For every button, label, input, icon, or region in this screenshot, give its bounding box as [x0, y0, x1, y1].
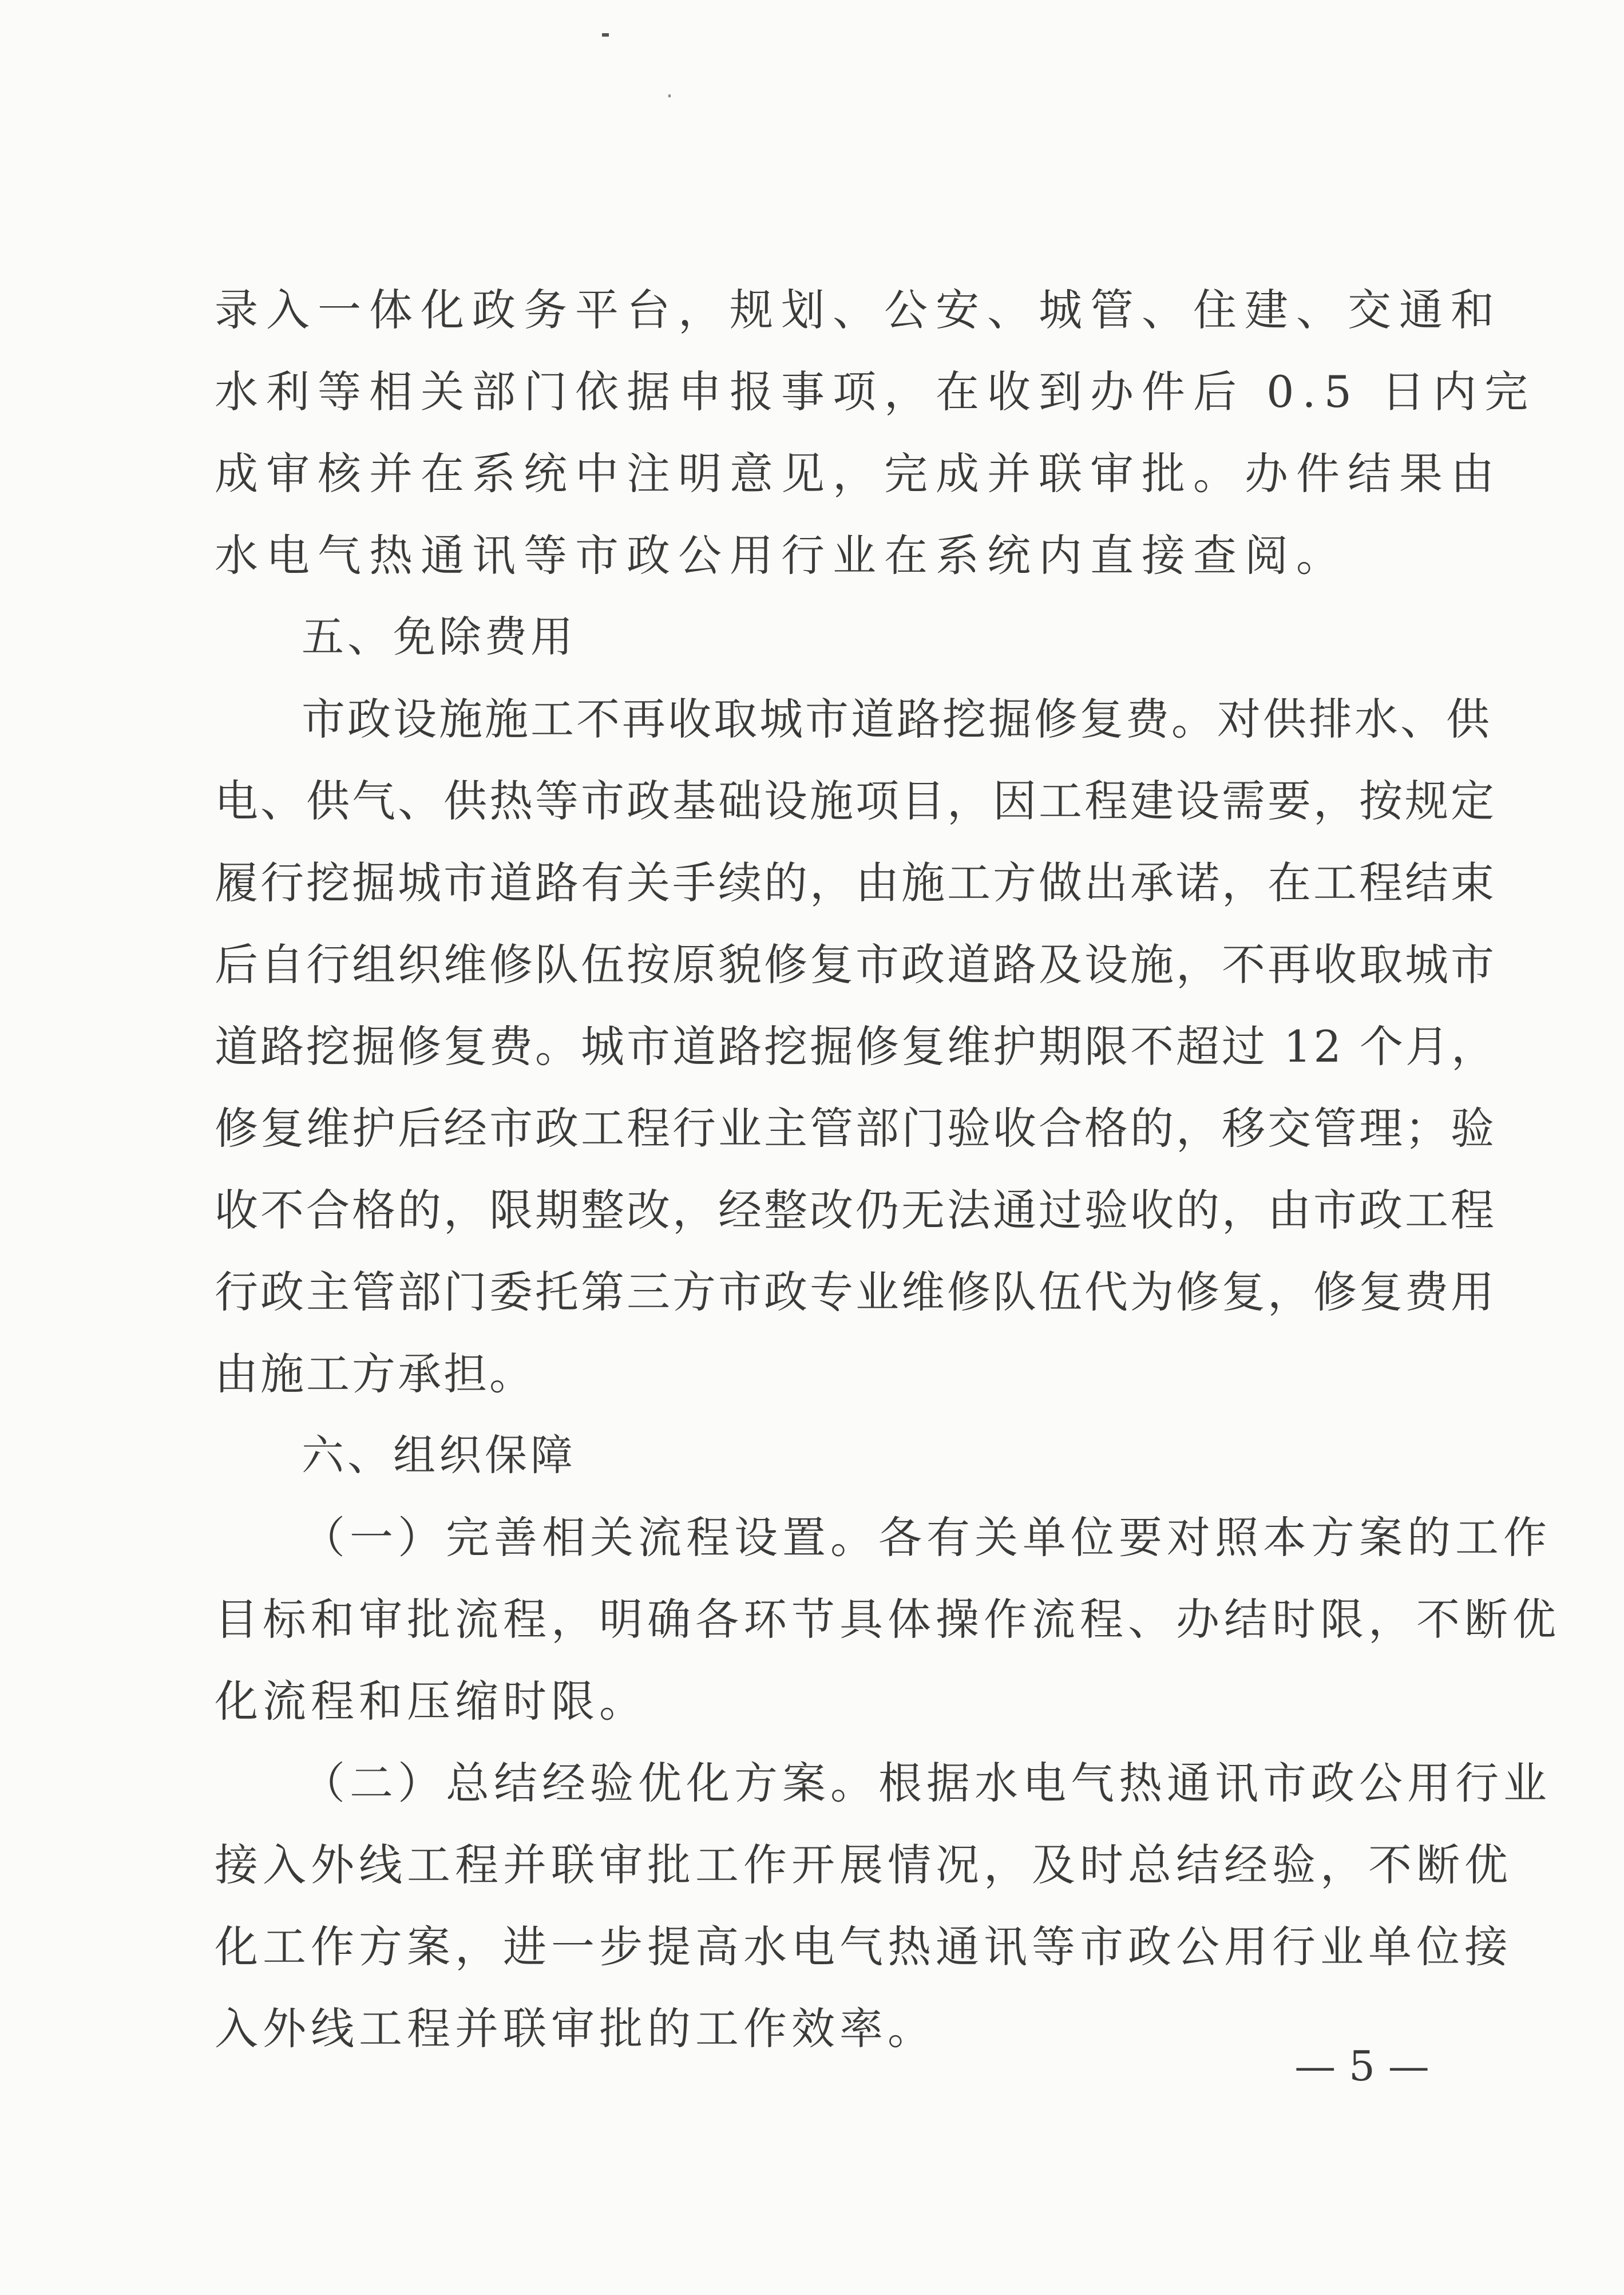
text-line: 由施工方承担。 [215, 1348, 535, 1399]
scan-speck [602, 33, 609, 37]
body-text [215, 269, 1560, 2070]
text-line: 电、供气、供热等市政基础设施项目，因工程建设需要，按规定 [215, 775, 1496, 826]
text-line: 收不合格的，限期整改，经整改仍无法通过验收的，由市政工程 [215, 1185, 1496, 1236]
text-line: 录入一体化政务平台，规划、公安、城管、住建、交通和 [215, 284, 1502, 335]
text-line: （二）总结经验优化方案。根据水电气热通讯市政公用行业 [302, 1758, 1551, 1809]
text-line: 后自行组织维修队伍按原貌修复市政道路及设施，不再收取城市 [215, 939, 1496, 990]
text-line: 行政主管部门委托第三方市政专业维修队伍代为修复，修复费用 [215, 1267, 1496, 1317]
text-line: 履行挖掘城市道路有关手续的，由施工方做出承诺，在工程结束 [215, 857, 1496, 908]
page-number: — 5 — [1294, 2042, 1429, 2090]
text-line: 修复维护后经市政工程行业主管部门验收合格的，移交管理；验 [215, 1103, 1496, 1154]
text-line: 市政设施施工不再收取城市道路挖掘修复费。对供排水、供 [302, 694, 1492, 745]
text-line: 化流程和压缩时限。 [215, 1676, 647, 1727]
text-line: 接入外线工程并联审批工作开展情况，及时总结经验，不断优 [215, 1839, 1512, 1890]
text-line: 目标和审批流程，明确各环节具体操作流程、办结时限，不断优 [215, 1594, 1560, 1645]
text-line: 化工作方案，进一步提高水电气热通讯等市政公用行业单位接 [215, 1921, 1512, 1972]
text-line: 成审核并在系统中注明意见，完成并联审批。办件结果由 [215, 448, 1502, 499]
section-heading: 六、组织保障 [302, 1431, 576, 1480]
text-line: 入外线工程并联审批的工作效率。 [215, 2003, 936, 2054]
section-heading: 五、免除费用 [302, 612, 576, 662]
text-line: （一）完善相关流程设置。各有关单位要对照本方案的工作 [302, 1512, 1551, 1563]
text-line: 水电气热通讯等市政公用行业在系统内直接查阅。 [215, 530, 1348, 581]
text-line: 道路挖掘修复费。城市道路挖掘修复维护期限不超过 12 个月， [215, 1021, 1498, 1072]
scan-speck [668, 94, 671, 97]
text-line: 水利等相关部门依据申报事项，在收到办件后 0.5 日内完 [215, 366, 1536, 417]
